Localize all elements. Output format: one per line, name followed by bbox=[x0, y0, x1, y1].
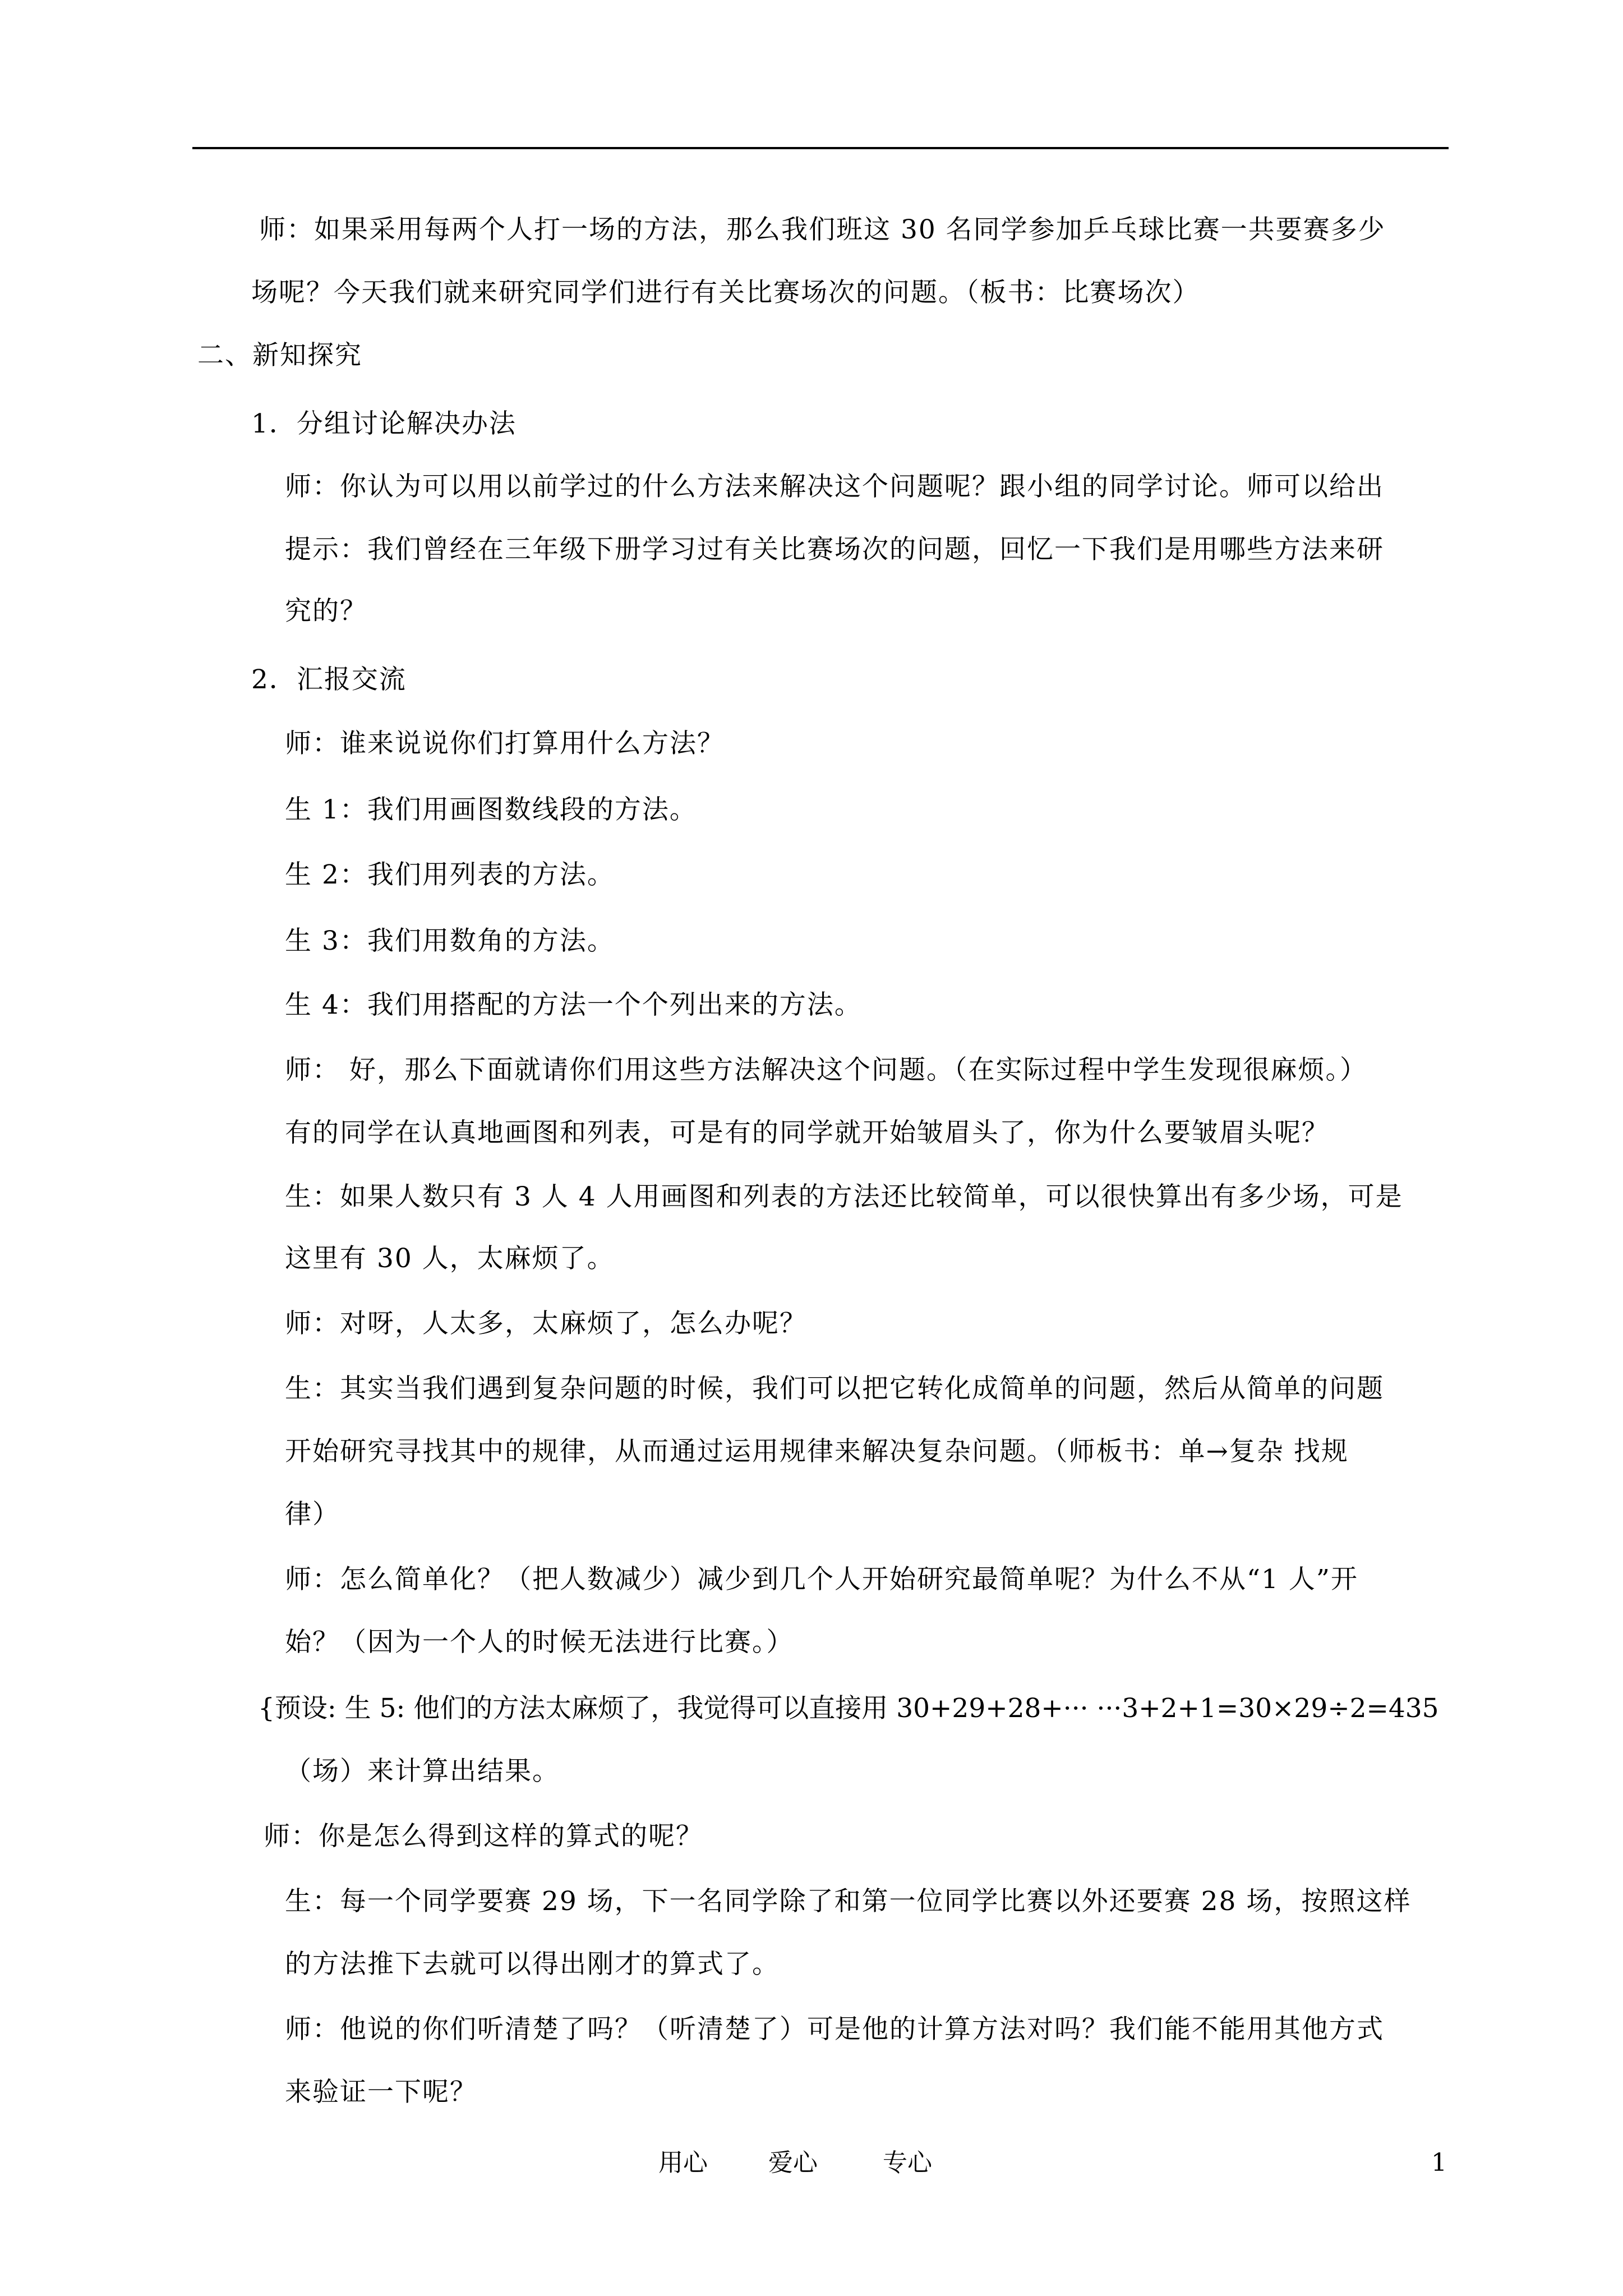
text-line: 师： 好，那么下面就请你们用这些方法解决这个问题。（在实际过程中学生发现很麻烦。） bbox=[285, 1055, 1367, 1085]
subsection-heading: 1．分组讨论解决办法 bbox=[251, 408, 517, 439]
text-line: 究的？ bbox=[285, 596, 367, 627]
text-line: 师：如果采用每两个人打一场的方法，那么我们班这 30 名同学参加乒乓球比赛一共要赛多少 bbox=[259, 214, 1386, 245]
text-line: 场呢？今天我们就来研究同学们进行有关比赛场次的问题。（板书：比赛场次） bbox=[251, 277, 1200, 308]
footer-motto-1: 用心 bbox=[658, 2148, 708, 2177]
text-line: 师：你是怎么得到这样的算式的呢？ bbox=[264, 1821, 703, 1852]
text-line: 的方法推下去就可以得出刚才的算式了。 bbox=[285, 1949, 780, 1980]
text-line: 生 1：我们用画图数线段的方法。 bbox=[285, 794, 697, 825]
text-line: 生：如果人数只有 3 人 4 人用画图和列表的方法还比较简单，可以很快算出有多少场，可是 bbox=[285, 1181, 1403, 1212]
text-line: 生：每一个同学要赛 29 场，下一名同学除了和第一位同学比赛以外还要赛 28 场，按照这样 bbox=[285, 1886, 1412, 1917]
text-line: 有的同学在认真地画图和列表，可是有的同学就开始皱眉头了，你为什么要皱眉头呢？ bbox=[285, 1117, 1329, 1148]
footer-motto-3: 专心 bbox=[883, 2148, 932, 2177]
text-line: 生 3：我们用数角的方法。 bbox=[285, 926, 615, 956]
text-line: 生：其实当我们遇到复杂问题的时候，我们可以把它转化成简单的问题，然后从简单的问题 bbox=[285, 1373, 1384, 1404]
text-line: 这里有 30 人，太麻烦了。 bbox=[285, 1243, 615, 1274]
page-number: 1 bbox=[1431, 2148, 1447, 2177]
text-line: 来验证一下呢？ bbox=[285, 2077, 477, 2108]
text-line: （场）来计算出结果。 bbox=[285, 1756, 560, 1787]
text-line: 师：怎么简单化？（把人数减少）减少到几个人开始研究最简单呢？为什么不从“1 人”开 bbox=[285, 1564, 1358, 1595]
text-line: 师：对呀，人太多，太麻烦了，怎么办呢？ bbox=[285, 1308, 807, 1339]
text-line: 律） bbox=[285, 1499, 340, 1530]
text-line: 生 4：我们用搭配的方法一个个列出来的方法。 bbox=[285, 990, 862, 1020]
subsection-heading: 2．汇报交流 bbox=[251, 664, 407, 695]
text-line: 师：谁来说说你们打算用什么方法？ bbox=[285, 728, 725, 759]
text-line: 提示：我们曾经在三年级下册学习过有关比赛场次的问题，回忆一下我们是用哪些方法来研 bbox=[285, 534, 1384, 565]
text-line: 师：他说的你们听清楚了吗？（听清楚了）可是他的计算方法对吗？我们能不能用其他方式 bbox=[285, 2014, 1384, 2045]
text-line: 生 2：我们用列表的方法。 bbox=[285, 859, 615, 890]
footer-motto-2: 爱心 bbox=[768, 2148, 818, 2177]
section-heading: 二、新知探究 bbox=[197, 340, 362, 371]
header-rule bbox=[192, 147, 1449, 149]
text-line: {预设: 生 5: 他们的方法太麻烦了，我觉得可以直接用 30+29+28+··· ···3+2+1=30×29÷2=435 bbox=[258, 1693, 1439, 1724]
text-line: 开始研究寻找其中的规律，从而通过运用规律来解决复杂问题。（师板书：单→复杂 找规 bbox=[285, 1436, 1349, 1467]
text-line: 师：你认为可以用以前学过的什么方法来解决这个问题呢？跟小组的同学讨论。师可以给出 bbox=[285, 471, 1384, 502]
text-line: 始？（因为一个人的时候无法进行比赛。） bbox=[285, 1627, 794, 1658]
